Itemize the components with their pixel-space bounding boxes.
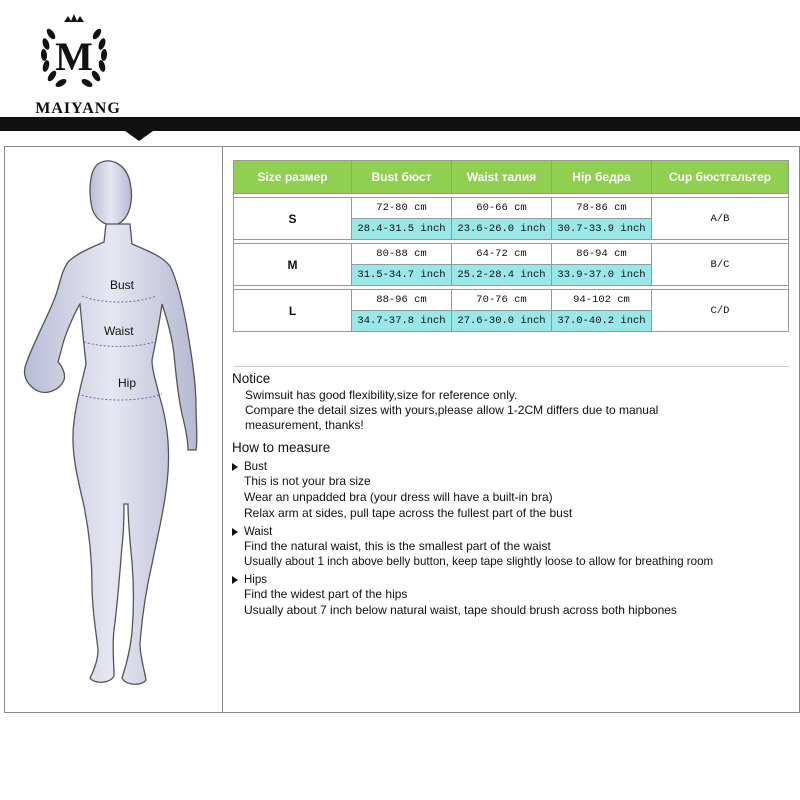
svg-text:M: M — [55, 34, 93, 79]
column-header-cup: Cup бюстгальтер — [652, 161, 789, 194]
instruction-line: Usually about 7 inch below natural waist, tape should brush across both hipbones — [244, 603, 677, 617]
frame-divider — [222, 146, 223, 712]
size-cell: M — [234, 244, 352, 286]
female-silhouette-icon — [6, 150, 220, 700]
bust-cm-cell: 88-96 cm — [352, 290, 452, 311]
waist-cm-cell: 64-72 cm — [452, 244, 552, 265]
measurement-info — [232, 371, 797, 619]
header-bar — [0, 117, 800, 131]
bust-inch-cell: 28.4-31.5 inch — [352, 219, 452, 240]
table-header-row — [234, 161, 789, 194]
hip-inch-cell: 37.0-40.2 inch — [552, 311, 652, 332]
waist-cm-cell: 60-66 cm — [452, 198, 552, 219]
bust-cm-cell: 72-80 cm — [352, 198, 452, 219]
how-to-measure-title: How to measure — [232, 440, 331, 455]
brand-name: MAIYANG — [35, 100, 121, 117]
instruction-line: Usually about 1 inch above belly button, keep tape slightly loose to allow for breathing room — [244, 555, 714, 568]
waist-inch-cell: 23.6-26.0 inch — [452, 219, 552, 240]
instruction-line: Wear an unpadded bra (your dress will have a built-in bra) — [244, 490, 553, 504]
hip-cm-cell: 94-102 cm — [552, 290, 652, 311]
hip-inch-cell: 33.9-37.0 inch — [552, 265, 652, 286]
section-rule — [234, 366, 789, 367]
hip-cm-cell: 78-86 cm — [552, 198, 652, 219]
size-chart-table — [233, 160, 789, 332]
column-header-bust: Bust бюст — [352, 161, 452, 194]
table-row — [234, 198, 789, 219]
cup-cell: A/B — [652, 198, 789, 240]
laurel-monogram-icon — [34, 12, 114, 94]
notice-title: Notice — [232, 371, 271, 386]
instruction-line: This is not your bra size — [244, 474, 371, 488]
instruction-line: Find the natural waist, this is the smallest part of the waist — [244, 539, 551, 553]
bust-inch-cell: 34.7-37.8 inch — [352, 311, 452, 332]
notice-line: measurement, thanks! — [245, 418, 364, 432]
column-header-hip: Hip бедра — [552, 161, 652, 194]
table-row — [234, 244, 789, 265]
size-cell: S — [234, 198, 352, 240]
figure-label-bust: Bust — [110, 278, 135, 292]
waist-inch-cell: 27.6-30.0 inch — [452, 311, 552, 332]
hips-section-heading: Hips — [232, 574, 797, 586]
waist-section-heading: Waist — [232, 526, 797, 538]
figure-label-waist: Waist — [104, 324, 134, 338]
bullet-triangle-icon — [232, 463, 238, 471]
instruction-line: Relax arm at sides, pull tape across the fullest part of the bust — [244, 506, 573, 520]
figure-label-hip: Hip — [118, 376, 137, 390]
bust-section-heading: Bust — [232, 461, 797, 473]
instruction-line: Find the widest part of the hips — [244, 587, 408, 601]
cup-cell: B/C — [652, 244, 789, 286]
body-figure — [6, 150, 220, 700]
notice-line: Compare the detail sizes with yours,please allow 1-2CM differs due to manual — [245, 403, 659, 417]
waist-inch-cell: 25.2-28.4 inch — [452, 265, 552, 286]
bust-inch-cell: 31.5-34.7 inch — [352, 265, 452, 286]
brand-logo — [8, 12, 138, 117]
bullet-triangle-icon — [232, 576, 238, 584]
column-header-size: Size размер — [234, 161, 352, 194]
notice-line: Swimsuit has good flexibility,size for reference only. — [245, 388, 518, 402]
table-row — [234, 290, 789, 311]
bullet-triangle-icon — [232, 528, 238, 536]
hip-cm-cell: 86-94 cm — [552, 244, 652, 265]
column-header-waist: Waist талия — [452, 161, 552, 194]
bust-cm-cell: 80-88 cm — [352, 244, 452, 265]
hip-inch-cell: 30.7-33.9 inch — [552, 219, 652, 240]
waist-cm-cell: 70-76 cm — [452, 290, 552, 311]
size-cell: L — [234, 290, 352, 332]
cup-cell: C/D — [652, 290, 789, 332]
header-notch — [125, 131, 153, 141]
